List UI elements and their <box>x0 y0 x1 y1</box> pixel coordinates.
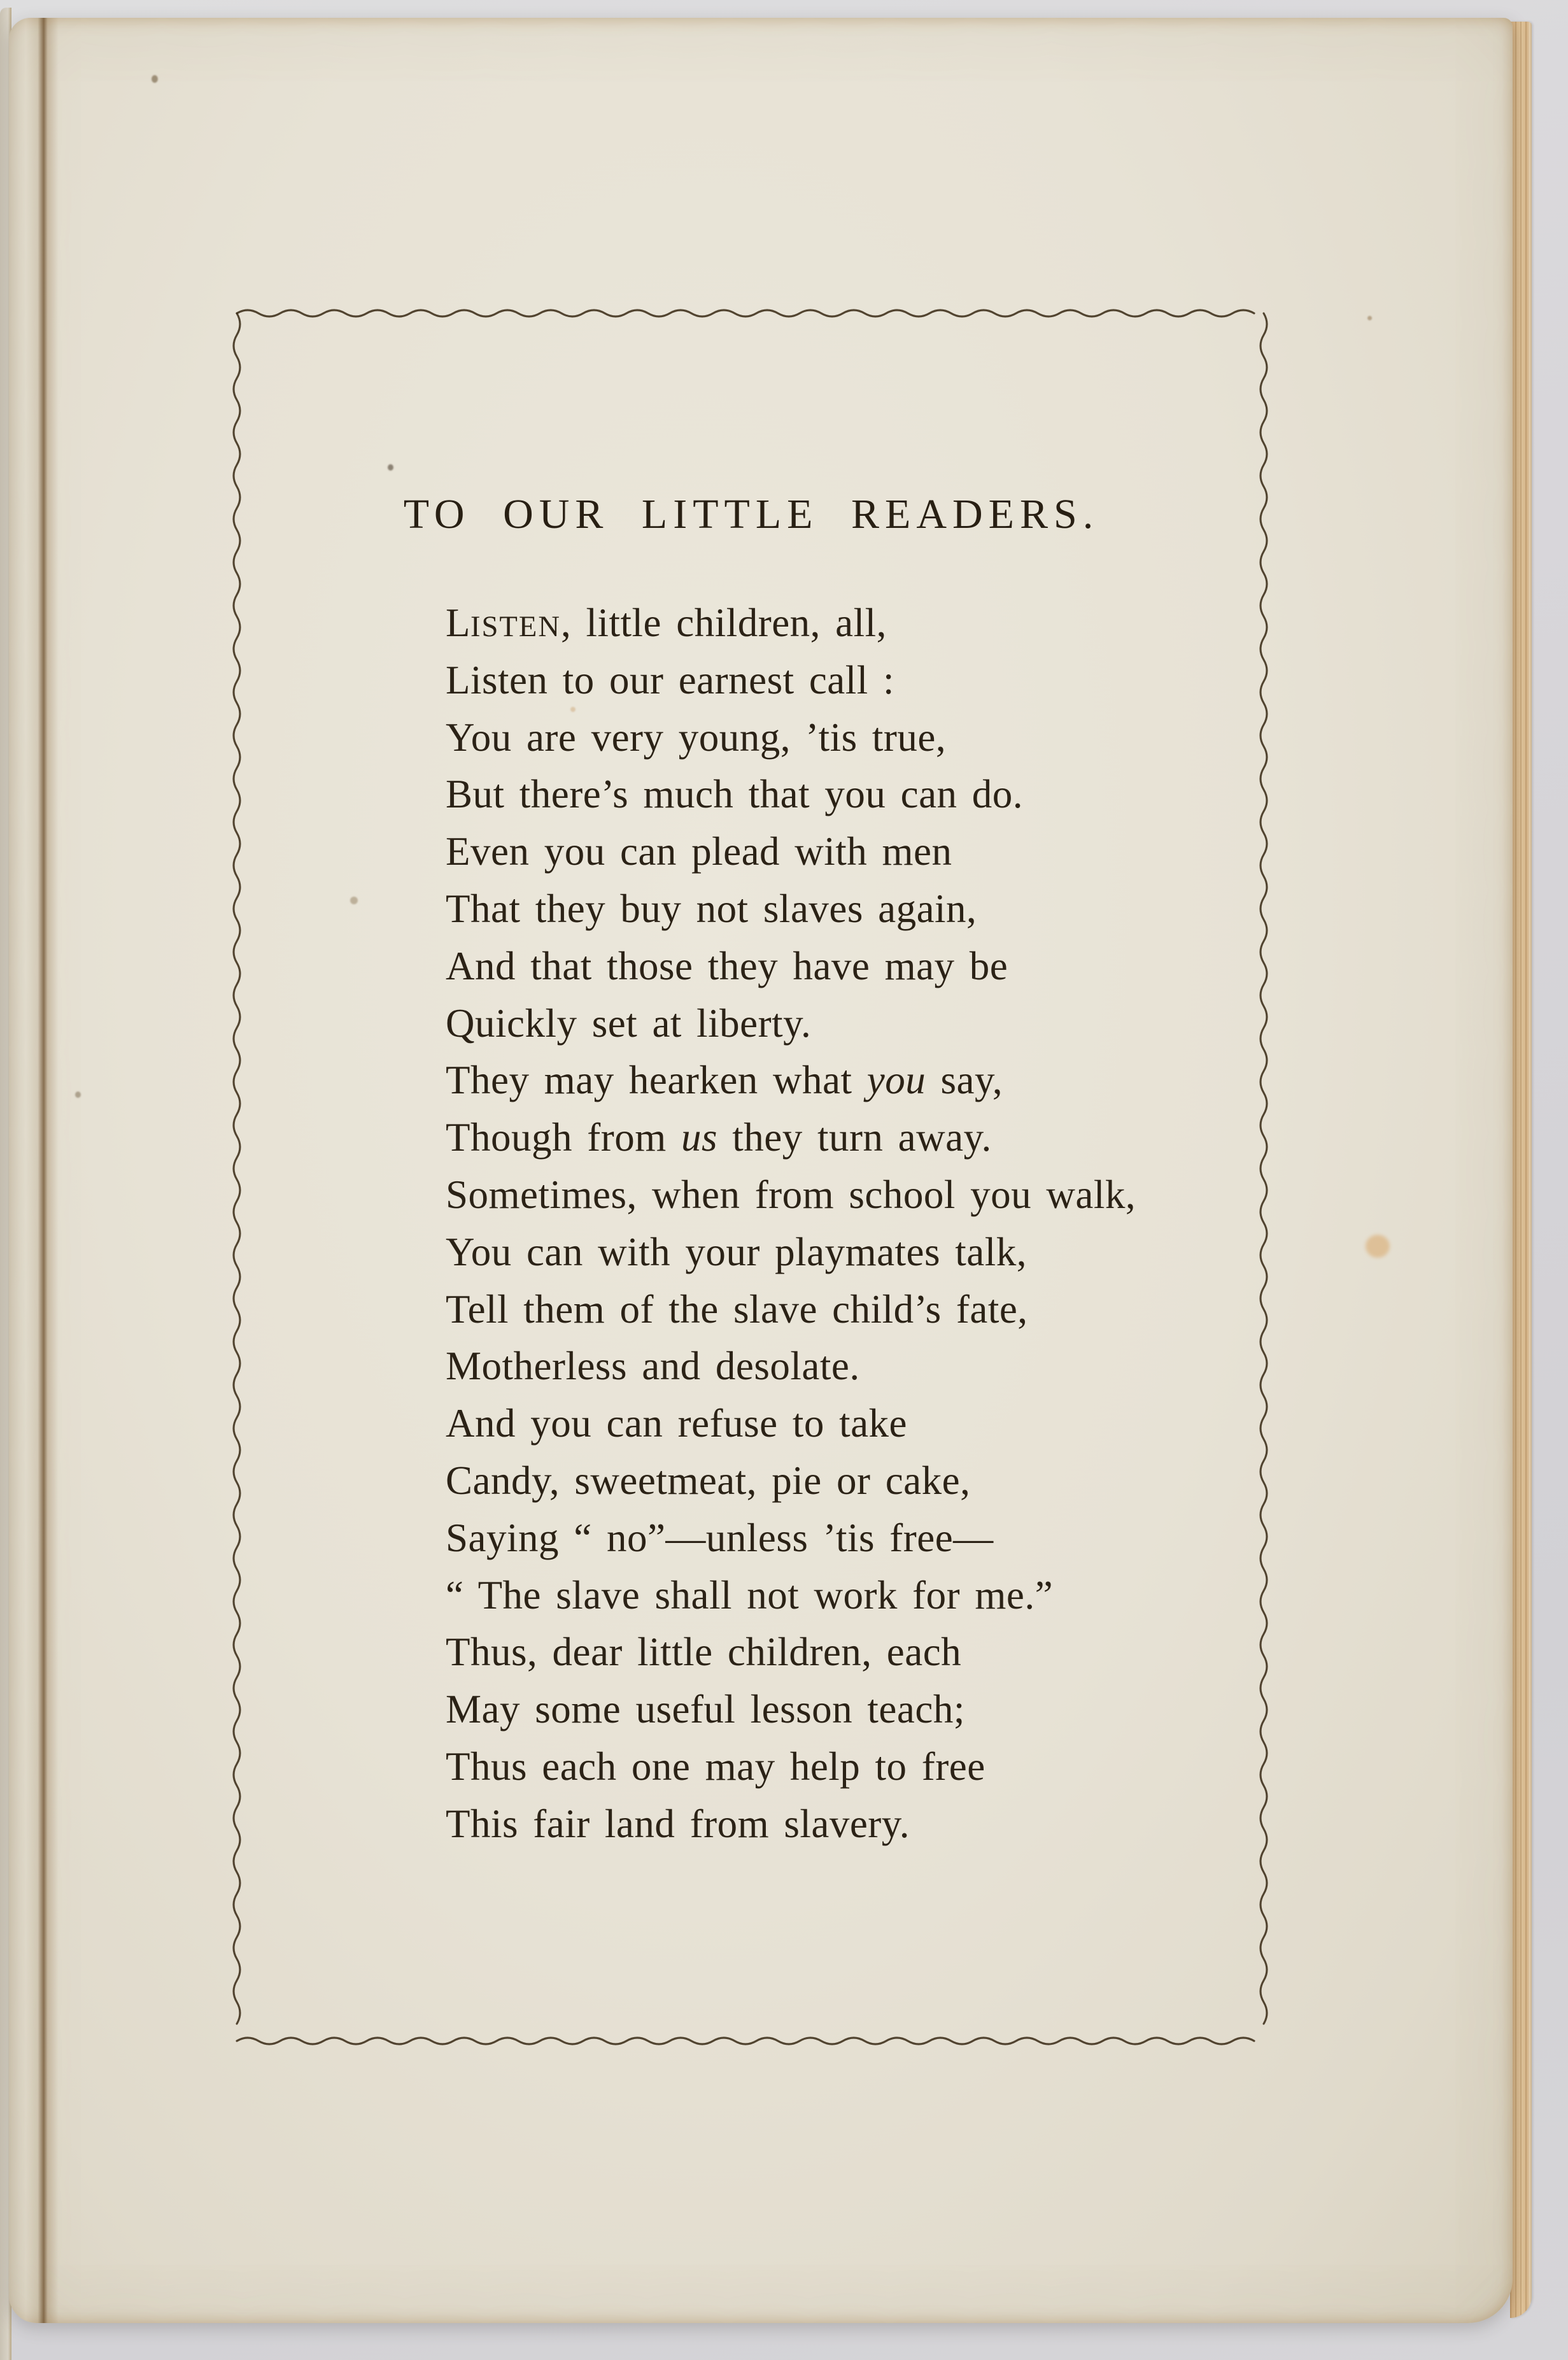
poem-line: This fair land from slavery. <box>446 1801 910 1846</box>
poem-line: Saying “ no”—unless ’tis free— <box>446 1515 994 1560</box>
poem-line: But there’s much that you can do. <box>446 772 1024 817</box>
poem-line: That they buy not slaves again, <box>446 886 977 931</box>
poem-body <box>446 595 1273 1853</box>
poem-line: Motherless and desolate. <box>446 1344 860 1389</box>
poem-line: Tell them of the slave child’s fate, <box>446 1286 1028 1332</box>
poem-line: Thus each one may help to free <box>446 1744 985 1789</box>
poem-line: They may hearken what you say, <box>446 1058 1003 1103</box>
poem-line: You are very young, ’tis true, <box>446 714 947 760</box>
wavy-border-top <box>237 310 1254 316</box>
poem-line: And you can refuse to take <box>446 1401 908 1446</box>
poem-line: Quickly set at liberty. <box>446 1000 812 1046</box>
poem-line: And that those they have may be <box>446 943 1008 988</box>
poem-line: Even you can plead with men <box>446 829 952 874</box>
poem-line: You can with your playmates talk, <box>446 1229 1027 1274</box>
poem-title: TO OUR LITTLE READERS. <box>403 491 1099 537</box>
poem-line: Thus, dear little children, each <box>446 1630 962 1675</box>
poem-line: LISTEN, little children, all, <box>446 601 887 645</box>
wavy-border-bottom <box>237 2038 1254 2044</box>
poem-line: Though from us they turn away. <box>446 1115 992 1160</box>
wavy-border-left <box>234 313 240 2024</box>
binding-gutter <box>9 18 59 2323</box>
poem-line: May some useful lesson teach; <box>446 1687 965 1732</box>
poem-line: “ The slave shall not work for me.” <box>446 1572 1054 1617</box>
book-fore-edge <box>1510 22 1532 2318</box>
poem-line: Candy, sweetmeat, pie or cake, <box>446 1458 971 1503</box>
poem-line: Sometimes, when from school you walk, <box>446 1172 1136 1217</box>
poem-line: Listen to our earnest call : <box>446 657 895 702</box>
